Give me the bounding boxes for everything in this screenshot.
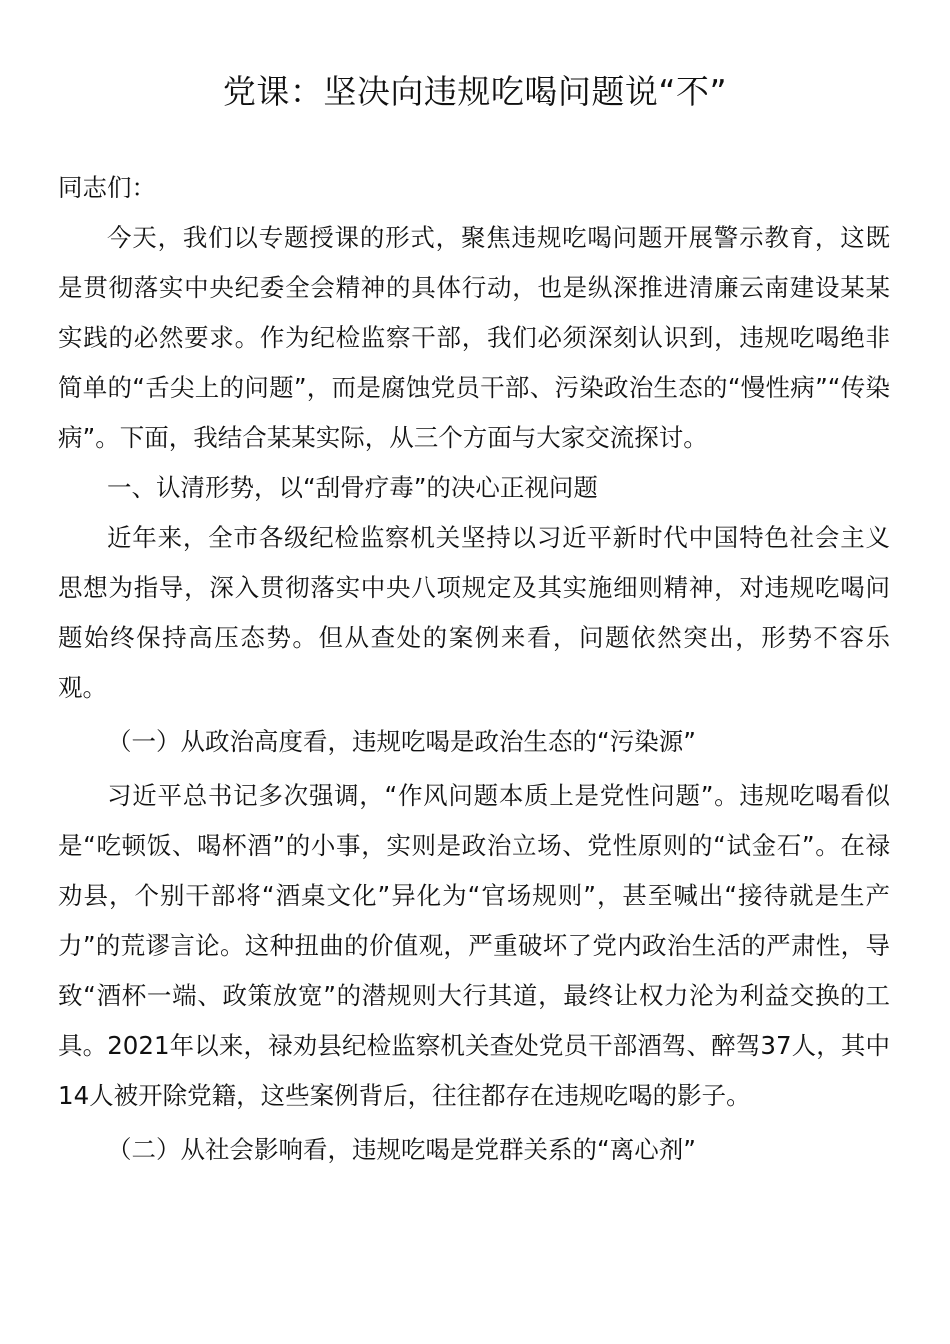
document-title: 党课：坚决向违规吃喝问题说“不”	[222, 72, 728, 111]
intro-paragraph: 今天，我们以专题授课的形式，聚焦违规吃喝问题开展警示教育，这既是贯彻落实中央纪委全会精神的具体行动，也是纵深推进清廉云南建设某某实践的必然要求。作为纪检监察干部，我们必须深刻认识到，违规吃喝绝非简单的“舌尖上的问题”，而是腐蚀党员干部、污染政治生态的“慢性病”“传染病”。下面，我结合某某实际，从三个方面与大家交流探讨。	[58, 223, 890, 452]
greeting: 同志们：	[58, 173, 156, 202]
section-1-heading: 一、认清形势，以“刮骨疗毒”的决心正视问题	[107, 473, 598, 502]
document-body	[58, 163, 890, 1179]
subsection-2-heading: （二）从社会影响看，违规吃喝是党群关系的“离心剂”	[107, 1135, 696, 1164]
subsection-1-heading: （一）从政治高度看，违规吃喝是政治生态的“污染源”	[107, 727, 696, 756]
section-1-paragraph: 近年来，全市各级纪检监察机关坚持以习近平新时代中国特色社会主义思想为指导，深入贯彻落实中央八项规定及其实施细则精神，对违规吃喝问题始终保持高压态势。但从查处的案例来看，问题依然突出，形势不容乐观。	[58, 523, 890, 702]
subsection-1-paragraph: 习近平总书记多次强调，“作风问题本质上是党性问题”。违规吃喝看似是“吃顿饭、喝杯酒”的小事，实则是政治立场、党性原则的“试金石”。在禄劝县，个别干部将“酒桌文化”异化为“官场规则”，甚至喊出“接待就是生产力”的荒谬言论。这种扭曲的价值观，严重破坏了党内政治生活的严肃性，导致“酒杯一端、政策放宽”的潜规则大行其道，最终让权力沦为利益交换的工具。2021年以来，禄劝县纪检监察机关查处党员干部酒驾、醉驾37人，其中14人被开除党籍，这些案例背后，往往都存在违规吃喝的影子。	[58, 781, 890, 1110]
